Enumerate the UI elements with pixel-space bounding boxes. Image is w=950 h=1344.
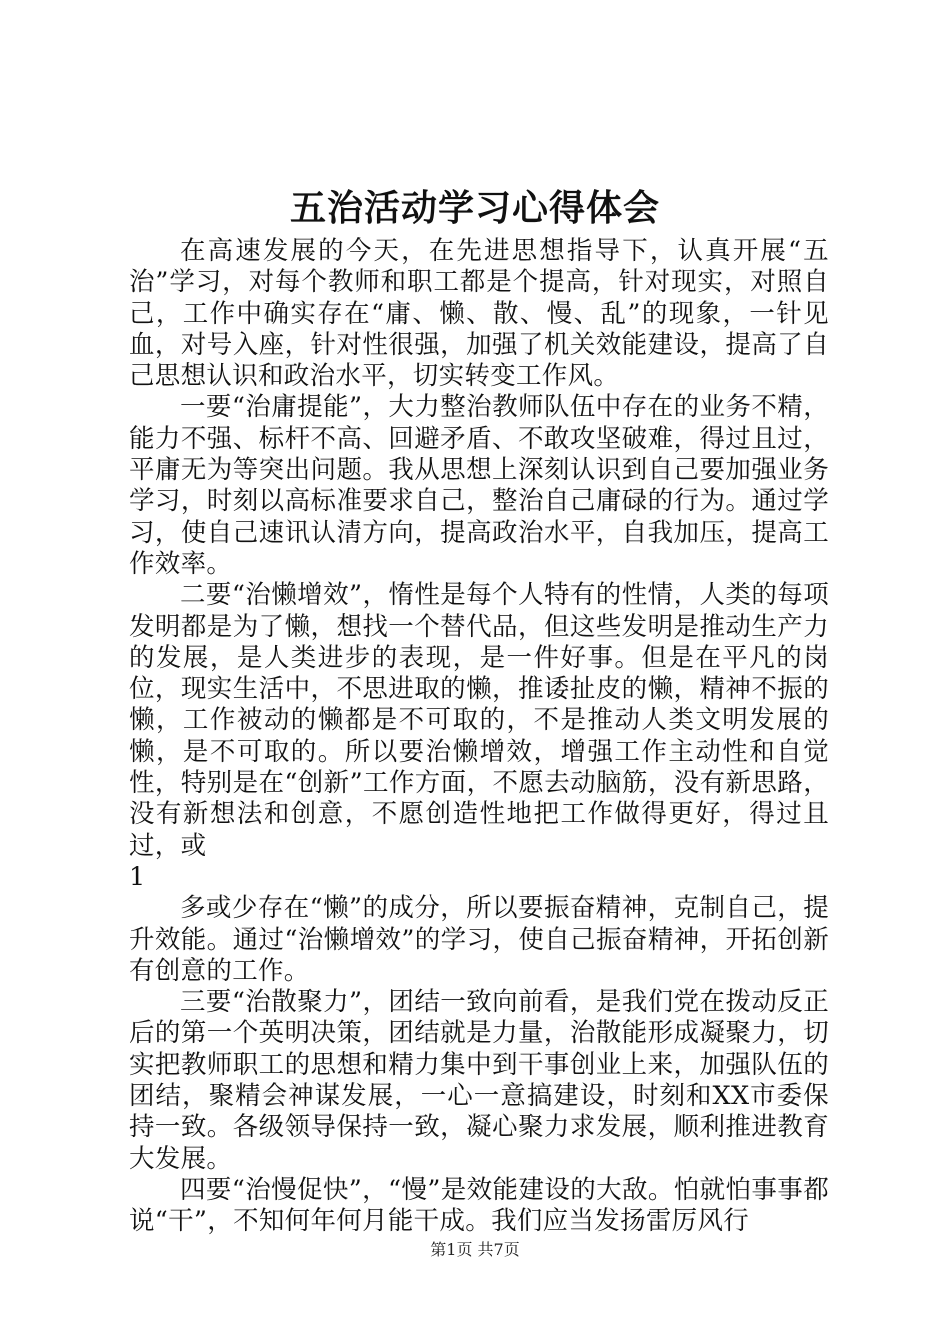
paragraph-zhilan: 二要“治懒增效”，惰性是每个人特有的性情，人类的每项发明都是为了懒，想找一个替代品，但这些发明是推动生产力的发展，是人类进步的表现，是一件好事。但是在平凡的岗位，现实生活中，不思进取的懒，推诿扯皮的懒，精神不振的懒，工作被动的懒都是不可取的，不是推动人类文明发展的懒，是不可取的。所以要治懒增效，增强工作主动性和自觉性，特别是在“创新”工作方面，不愿去动脑筋，没有新思路，没有新想法和创意，不愿创造性地把工作做得更好，得过且过，或	[129, 580, 829, 861]
paragraph-zhiyong: 一要“治庸提能”，大力整治教师队伍中存在的业务不精，能力不强、标杆不高、回避矛盾、不敢攻坚破难，得过且过，平庸无为等突出问题。我从思想上深刻认识到自己要加强业务学习，时刻以高标准要求自己，整治自己庸碌的行为。通过学习，使自己速讯认清方向，提高政治水平，自我加压，提高工作效率。	[129, 392, 829, 579]
paragraph-zhisan: 三要“治散聚力”，团结一致向前看，是我们党在拨动反正后的第一个英明决策，团结就是力量，治散能形成凝聚力，切实把教师职工的思想和精力集中到干事创业上来，加强队伍的团结，聚精会神谋发展，一心一意搞建设，时刻和XX市委保持一致。各级领导保持一致，凝心聚力求发展，顺利推进教育大发展。	[129, 987, 829, 1174]
paragraph-zhiman: 四要“治慢促快”，“慢”是效能建设的大敌。怕就怕事事都说“干”，不知何年何月能干成。我们应当发扬雷厉风行	[129, 1174, 829, 1237]
paragraph-zhilan-continued: 多或少存在“懒”的成分，所以要振奋精神，克制自己，提升效能。通过“治懒增效”的学习，使自己振奋精神，开拓创新有创意的工作。	[129, 893, 829, 986]
page-footer: 第1页 共7页	[430, 1240, 520, 1259]
document-title: 五治活动学习心得体会	[289, 187, 660, 229]
paragraph-intro: 在高速发展的今天，在先进思想指导下，认真开展“五治”学习，对每个教师和职工都是个提高，针对现实，对照自己，工作中确实存在“庸、懒、散、慢、乱”的现象，一针见血，对号入座，针对性很强，加强了机关效能建设，提高了自己思想认识和政治水平，切实转变工作风。	[129, 236, 829, 392]
page-marker: 1	[129, 861, 146, 892]
document-body	[129, 236, 829, 1238]
